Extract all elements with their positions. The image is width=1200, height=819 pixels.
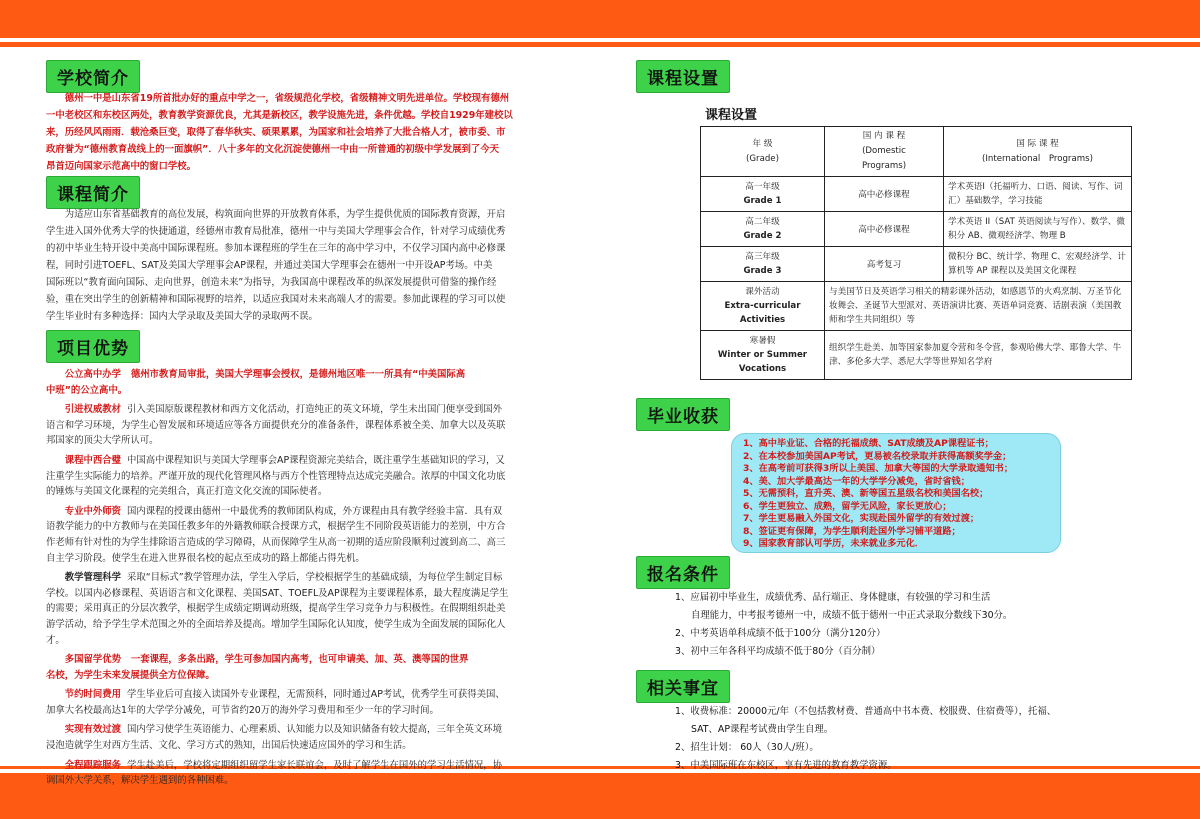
list-item: 8、签证更有保障，为学生顺利赴国外学习铺平道路； (743, 525, 961, 537)
advantage-item (46, 504, 574, 566)
school-intro-line: 政府誉为“德州教育战线上的一面旗帜”．八十多年的文化沉淀使德州一中由一所普通的初级中学发展到了今天 (46, 144, 499, 155)
advantage-item (46, 570, 574, 648)
advantage-label: 节约时间费用 (64, 689, 122, 701)
table-row (701, 247, 1132, 282)
curriculum-heading: 课程设置 (636, 60, 730, 93)
course-intro-text (46, 206, 574, 325)
header-international (944, 127, 1132, 177)
list-item: 2、在本校参加美国AP考试，更易被名校录取并获得高额奖学金； (743, 450, 1012, 462)
advantages-heading: 项目优势 (46, 330, 140, 363)
list-item: 1、高中毕业证、合格的托福成绩、SAT成绩及AP课程证书； (743, 438, 994, 449)
advantage-line: 游学活动，给予学生学术范围之外的全面培养及提高。增加学生国际化认知度，使学生成为全面发展的国际化人 (46, 618, 506, 630)
advantage-line: 调国外大学关系，解决学生遇到的各种困难。 (46, 775, 234, 787)
graduation-heading: 毕业收获 (636, 398, 730, 431)
related-list (675, 703, 1155, 775)
table-row (701, 282, 1132, 331)
advantage-label: 实现有效过渡 (64, 724, 122, 736)
advantage-line: 国内课程的授课由德州一中最优秀的教师团队构成，外方课程由具有教学经验丰富．具有双 (127, 505, 503, 517)
table-row (701, 331, 1132, 380)
list-item: 4、美、加大学最高达一年的大学学分减免，省时省钱； (743, 475, 970, 487)
advantage-item (46, 453, 574, 500)
grade-cn: 高一年级 (745, 182, 780, 192)
curriculum-table-caption: 课程设置 (705, 108, 758, 123)
course-intro-line: 的初中毕业生特开设中美高中国际课程班。参加本课程班的学生在三年的高中学习中，不仅学习国内高中必修课 (46, 243, 506, 254)
list-item: 2、招生计划： 60人（30人/班）。 (675, 742, 819, 753)
school-intro-line: 来，历经风风雨雨．载沧桑巨变，取得了春华秋实、硕果累累，为国家和社会培养了大批合格人才，被市委、市 (46, 127, 506, 138)
header-grade (701, 127, 825, 177)
header-intl-cn: 国 际 课 程 (1016, 138, 1059, 149)
grade-cell (701, 247, 825, 282)
header-grade-cn: 年 级 (752, 138, 773, 149)
vacation-desc: 组织学生赴美、加等国家参加夏令营和冬令营，参观哈佛大学、耶鲁大学、牛津、多伦多大学、悉尼大学等世界知名学府 (825, 331, 1132, 380)
extra-cell (701, 282, 825, 331)
advantage-label: 全程跟踪服务 (64, 759, 122, 771)
advantage-label: 专业中外师资 (64, 505, 122, 517)
graduation-list (743, 438, 1013, 551)
list-item: SAT、AP课程考试费由学生自理。 (691, 724, 834, 735)
school-intro-line: 德州一中是山东省19所首批办好的重点中学之一，省级规范化学校，省级精神文明先进单位。学校现有德州 (64, 93, 510, 104)
advantage-line: 语教学能力的中方教师与在美国任教多年的外籍教师联合授课方式，根据学生不同阶段英语能力的差别，中方合 (46, 521, 506, 533)
related-heading: 相关事宜 (636, 670, 730, 703)
advantage-line: 一套课程，多条出路，学生可参加国内高考，也可申请美、加、英、澳等国的世界 (130, 654, 469, 666)
curriculum-table (700, 126, 1132, 380)
advantage-line: 学生毕业后可直接入读国外专业课程，无需预科，同时通过AP考试，优秀学生可获得美国、 (127, 689, 505, 701)
header-domestic-en2: Programs) (861, 161, 907, 171)
extra-cn: 课外活动 (745, 287, 780, 297)
advantage-line: 的需要；采用真正的分层次教学，根据学生成绩定期调动班级，提高学生学习竞争力与积极性。在假期组织赴美 (46, 603, 506, 615)
advantage-label: 课程中西合璧 (64, 454, 122, 466)
advantage-line: 的锤炼与美国文化课程的完美组合，真正打造文化交流的国际使者。 (46, 486, 328, 498)
requirements-heading: 报名条件 (636, 556, 730, 589)
course-intro-line: 学生毕业时有多种选择：国内大学录取及美国大学的录取两不误。 (46, 311, 318, 322)
extra-desc: 与美国节日及英语学习相关的精彩课外活动，如感恩节的火鸡烹制、万圣节化妆舞会、圣诞节大型派对、英语演讲比赛、英语单词竞赛、话剧表演（美国教师和学生共同组织）等 (825, 282, 1132, 331)
extra-en: Extra-curricular Activities (724, 301, 801, 325)
advantage-line: 语言和学习环境，为学生心智发展和环境适应等各方面提供充分的准备条件，课程体系被全美、加拿大以及英联 (46, 419, 506, 431)
intl-cell: 微积分 BC、统计学、物理 C、宏观经济学、计算机等 AP 课程以及美国文化课程 (944, 247, 1132, 282)
advantage-label: 教学管理科学 (64, 572, 122, 584)
grade-cn: 高二年级 (745, 217, 780, 227)
header-domestic (825, 127, 944, 177)
advantage-line: 名校，为学生未来发展提供全方位保障。 (46, 669, 215, 681)
school-intro-line: 一中老校区和东校区两处，教育教学资源优良，尤其是新校区，教学设施先进，条件优越。学校自1929年建校以 (46, 110, 513, 121)
domestic-cell: 高考复习 (825, 247, 944, 282)
grade-cell (701, 212, 825, 247)
list-item: 自理能力，中考报考德州一中，成绩不低于德州一中正式录取分数线下30分。 (691, 610, 1013, 621)
course-intro-line: 学生进入国外优秀大学的快捷通道，经德州市教育局批准，德州一中与美国大学理事会合作，针对学习成绩优秀 (46, 226, 506, 237)
advantage-item (46, 652, 574, 683)
advantage-line: 学校。以国内必修课程、英语语言和文化课程、美国SAT、TOEFL及AP课程为主要课程体系，最大程度满足学生 (46, 587, 509, 599)
advantage-line: 注重学生实际能力的培养。严谨开放的现代化管理风格与西方个性管理特点达成完美融合。浓厚的中国文化功底 (46, 470, 506, 482)
requirements-list (675, 589, 1155, 661)
list-item: 9、国家教育部认可学历，未来就业多元化． (743, 538, 924, 549)
advantages-list (46, 367, 574, 789)
vacation-en1: Winter or Summer (717, 350, 808, 360)
advantage-line: 学生赴美后，学校将定期组织留学生家长联谊会，及时了解学生在国外的学习生活情况，协 (127, 759, 503, 771)
advantage-line: 采取“目标式”教学管理办法，学生入学后，学校根据学生的基础成绩，为每位学生制定目标 (127, 572, 503, 584)
course-intro-line: 为适应山东省基础教育的高位发展，构筑面向世界的开放教育体系，为学生提供优质的国际教育资源，开启 (64, 209, 506, 220)
school-intro-heading: 学校简介 (46, 60, 140, 93)
advantage-label: 引进权威教材 (64, 404, 122, 416)
header-domestic-en1: (Domestic (862, 146, 906, 156)
advantage-line: 国内学习使学生英语能力、心理素质、认知能力以及知识储备有较大提高，三年全英文环境 (127, 724, 503, 736)
advantage-line: 邦国家的顶尖大学所认可。 (46, 435, 159, 447)
advantage-item (46, 758, 574, 789)
advantage-line: 浸泡造就学生对西方生活、文化、学习方式的熟知，出国后快速适应国外的学习和生活。 (46, 740, 412, 752)
vacation-cn: 寒暑假 (749, 336, 776, 346)
list-item: 1、应届初中毕业生，成绩优秀、品行端正、身体健康，有较强的学习和生活 (675, 592, 991, 603)
advantage-label: 公立高中办学 (64, 369, 122, 380)
table-row (701, 177, 1132, 212)
course-intro-line: 验，重在突出学生的创新精神和国际视野的培养，以适应我国对未来高端人才的需要。参加此课程的学习可以使 (46, 294, 506, 305)
course-intro-heading: 课程简介 (46, 176, 140, 209)
advantage-line: 中国高中课程知识与美国大学理事会AP课程资源完美结合，既注重学生基础知识的学习，又 (127, 454, 505, 466)
header-grade-en: (Grade) (746, 153, 779, 164)
advantage-line: 德州市教育局审批，美国大学理事会授权，是德州地区唯一一所具有“中美国际高 (130, 369, 466, 380)
list-item: 2、中考英语单科成绩不低于100分（满分120分） (675, 628, 886, 639)
list-item: 5、无需预科，直升英、澳、新等国五星级名校和美国名校； (743, 488, 989, 499)
table-row (701, 212, 1132, 247)
grade-en: Grade 1 (743, 196, 782, 206)
table-header-row (701, 127, 1132, 177)
grade-en: Grade 3 (743, 266, 782, 276)
vacation-en2: Vocations (738, 364, 787, 374)
grade-cn: 高三年级 (745, 252, 780, 262)
intl-cell: 学术英语Ⅰ（托福听力、口语、阅读、写作、词汇）基础数学，学习技能 (944, 177, 1132, 212)
school-intro-text (46, 90, 574, 175)
advantage-line: 作老师有针对性的为学生排除语言造成的学习障碍，从而保障学生从高一初期的适应阶段顺利过渡到高二、高三 (46, 536, 506, 548)
top-orange-band (0, 0, 1200, 38)
header-domestic-cn: 国 内 课 程 (862, 131, 906, 141)
intl-cell: 学术英语 II（SAT 英语阅读与写作）、数学、微积分 AB、微观经济学、物理 B (944, 212, 1132, 247)
advantage-line: 自主学习阶段。使学生在进入世界很名校的起点至成功的路上都能占得先机。 (46, 552, 365, 564)
grade-en: Grade 2 (743, 231, 782, 241)
list-item: 1、收费标准：20000元/年（不包括教材费、普通高中书本费、校服费、住宿费等），托福、 (675, 706, 1057, 717)
list-item: 3、初中三年各科平均成绩不低于80分（百分制） (675, 646, 881, 657)
advantage-label: 多国留学优势 (64, 654, 122, 666)
header-intl-en: (International Programs) (982, 153, 1093, 164)
school-intro-line: 昂首迈向国家示范高中的窗口学校。 (46, 161, 197, 172)
advantage-line: 加拿大名校最高达1年的大学学分减免，可节省约20万的海外学习费用和至少一年的学习时间。 (46, 704, 439, 716)
list-item: 6、学生更独立、成熟，留学无风险，家长更放心； (743, 500, 952, 512)
advantage-item (46, 402, 574, 449)
vacation-cell (701, 331, 825, 380)
domestic-cell: 高中必修课程 (825, 212, 944, 247)
advantage-line: 引入美国原版课程教材和西方文化活动，打造纯正的英文环境，学生未出国门便享受到国外 (127, 404, 503, 416)
advantage-item (46, 722, 574, 753)
domestic-cell: 高中必修课程 (825, 177, 944, 212)
top-orange-line (0, 42, 1200, 47)
list-item: 7、学生更易融入外国文化，实现赴国外留学的有效过渡； (743, 513, 980, 524)
list-item: 3、在高考前可获得3所以上美国、加拿大等国的大学录取通知书； (743, 463, 1014, 474)
list-item: 3、中美国际班在东校区，享有先进的教育教学资源。 (675, 760, 897, 771)
advantage-line: 才。 (46, 634, 65, 646)
course-intro-line: 国际班以“教育面向国际、走向世界，创造未来”为指导，为我国高中课程改革的纵深发展提供可借鉴的操作经 (46, 277, 497, 288)
advantage-item (46, 687, 574, 718)
advantage-line: 中班”的公立高中。 (46, 384, 128, 396)
grade-cell (701, 177, 825, 212)
course-intro-line: 程，同时引进TOEFL、SAT及美国大学理事会AP课程，并通过美国大学理事会在德州一中开设AP考场。中美 (46, 260, 493, 271)
advantage-item (46, 367, 574, 398)
